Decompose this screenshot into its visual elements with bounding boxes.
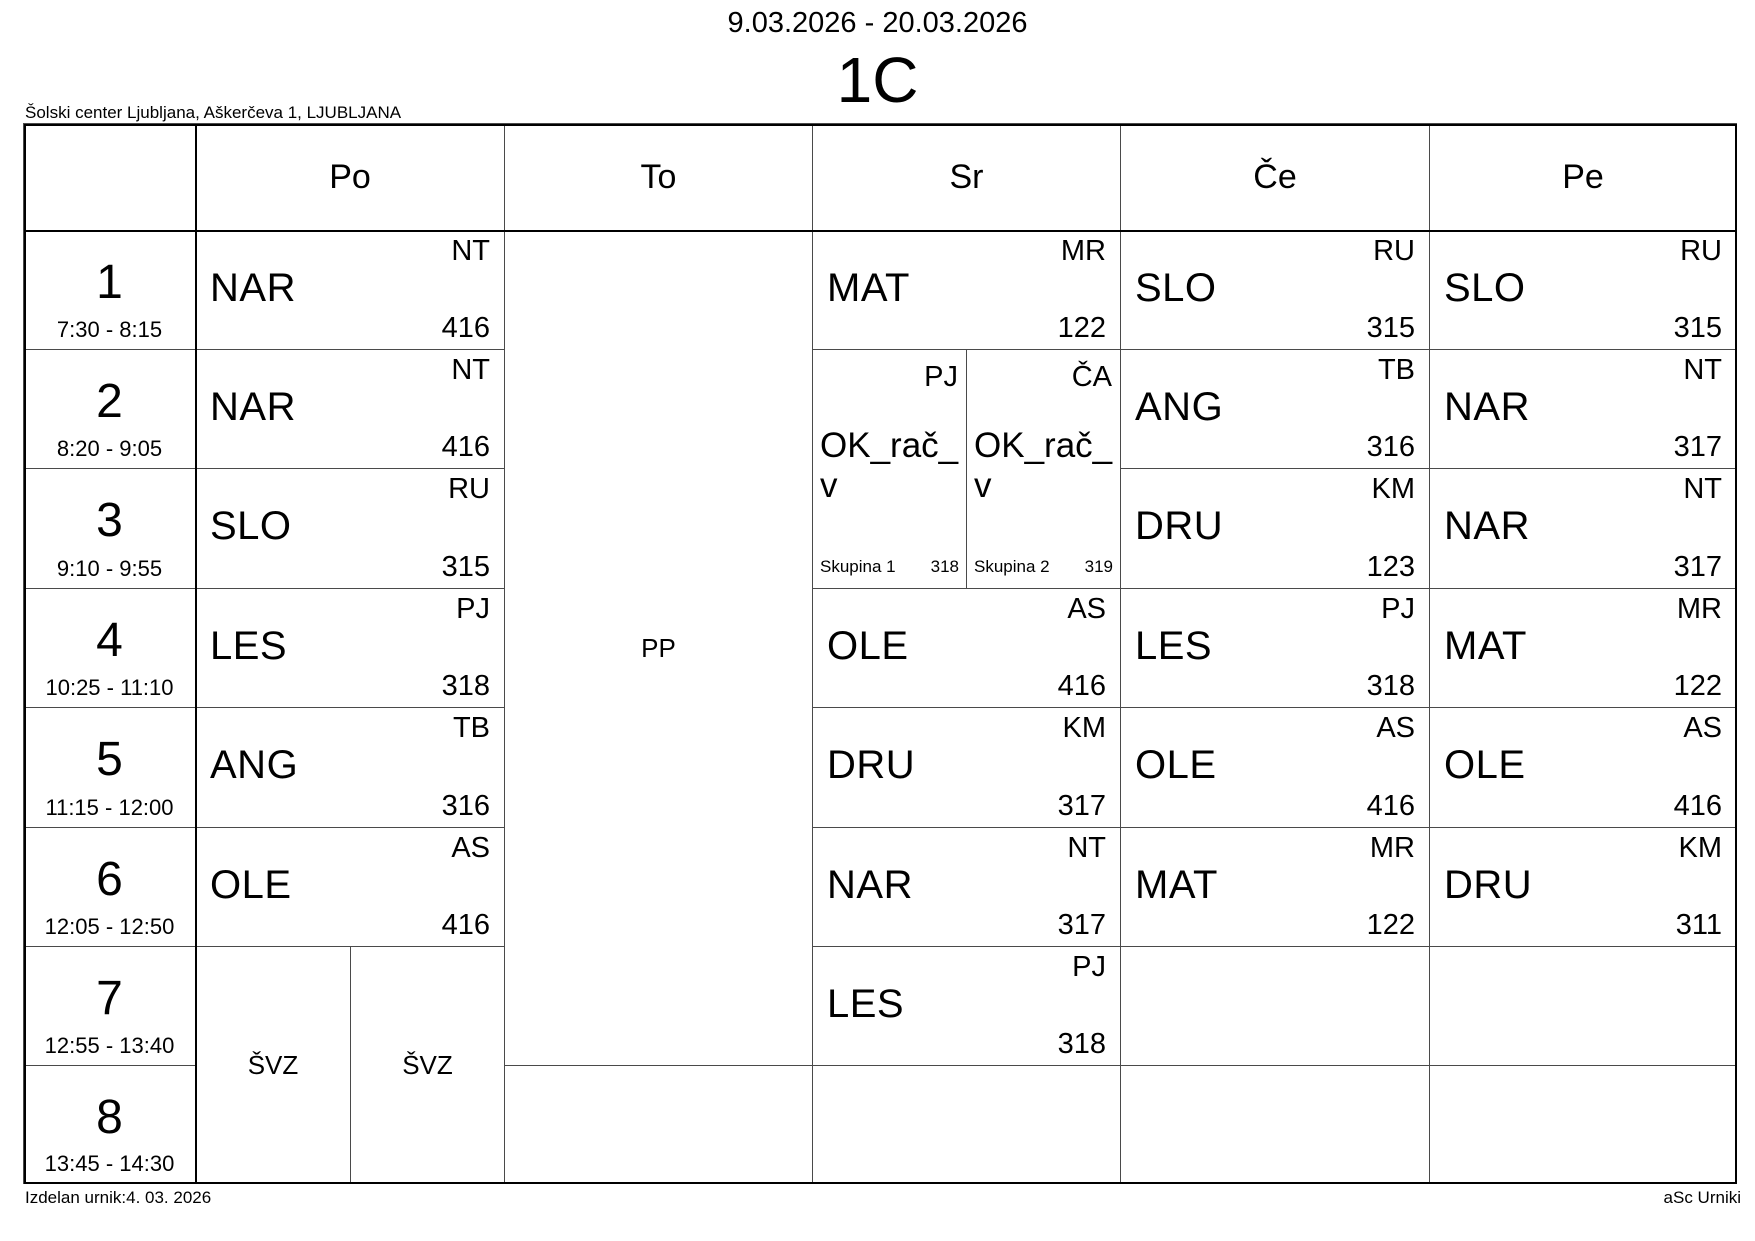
teacher-label: PJ xyxy=(1072,951,1106,983)
period-time: 7:30 - 8:15 xyxy=(56,317,163,342)
room-label: 317 xyxy=(1057,909,1106,941)
room-label: 315 xyxy=(1673,312,1722,344)
room-label: 315 xyxy=(441,551,490,583)
subject-label: NAR xyxy=(1444,385,1530,429)
group-lesson-cell xyxy=(812,349,967,589)
room-label: 416 xyxy=(1673,790,1722,822)
class-title: 1C xyxy=(836,44,919,116)
brand-label: aSc Urniki xyxy=(1663,1188,1741,1207)
subject-label: NAR xyxy=(1444,504,1530,548)
teacher-label: NT xyxy=(1683,473,1722,505)
subject-label: DRU xyxy=(827,743,916,787)
subject-label: OLE xyxy=(210,863,292,907)
period-number: 8 xyxy=(96,1091,123,1144)
subject-label: NAR xyxy=(210,385,296,429)
period-cell xyxy=(23,707,196,828)
day-header-to: To xyxy=(504,123,813,231)
teacher-label: KM xyxy=(1678,832,1722,864)
room-label: 311 xyxy=(1675,909,1722,941)
lesson-cell xyxy=(1429,349,1737,469)
room-label: 316 xyxy=(1366,431,1415,463)
subject-label: SLO xyxy=(1135,266,1217,310)
period-cell xyxy=(23,468,196,589)
room-label: 122 xyxy=(1366,909,1415,941)
teacher-label: AS xyxy=(451,832,490,864)
subject-label: ANG xyxy=(1135,385,1224,429)
teacher-label: NT xyxy=(451,235,490,267)
subject-label: OLE xyxy=(1135,743,1217,787)
lesson-cell xyxy=(1120,707,1430,828)
teacher-label: KM xyxy=(1371,473,1415,505)
room-label: 317 xyxy=(1673,431,1722,463)
lesson-cell xyxy=(195,468,505,589)
teacher-label: AS xyxy=(1376,712,1415,744)
room-label: 123 xyxy=(1366,551,1415,583)
corner-cell xyxy=(23,123,196,231)
subject-label: LES xyxy=(827,982,905,1026)
empty-cell xyxy=(1120,946,1430,1066)
period-time: 12:05 - 12:50 xyxy=(44,914,175,939)
teacher-label: RU xyxy=(1680,235,1722,267)
subject-label: OLE xyxy=(1444,743,1526,787)
period-time: 11:15 - 12:00 xyxy=(45,795,174,820)
period-cell xyxy=(23,230,196,350)
teacher-label: AS xyxy=(1067,593,1106,625)
period-time: 9:10 - 9:55 xyxy=(56,556,163,581)
room-label: 316 xyxy=(441,790,490,822)
day-header-sr: Sr xyxy=(812,123,1121,231)
period-number: 1 xyxy=(96,256,123,309)
subject-label: LES xyxy=(210,624,288,668)
subject-label: OK_rač_v xyxy=(974,426,1113,505)
teacher-label: AS xyxy=(1683,712,1722,744)
svz-cell: ŠVZ xyxy=(350,946,505,1184)
group-label: Skupina 2 xyxy=(974,557,1050,576)
lesson-cell xyxy=(1429,827,1737,947)
room-label: 318 xyxy=(441,670,490,702)
period-cell xyxy=(23,349,196,469)
lesson-cell xyxy=(812,230,1121,350)
teacher-label: MR xyxy=(1060,235,1106,267)
room-label: 317 xyxy=(1673,551,1722,583)
day-header-pe: Pe xyxy=(1429,123,1737,231)
period-cell xyxy=(23,1065,196,1184)
period-time: 12:55 - 13:40 xyxy=(44,1033,175,1058)
period-number: 7 xyxy=(96,972,123,1025)
room-label: 416 xyxy=(441,909,490,941)
room-label: 122 xyxy=(1673,670,1722,702)
subject-label: MAT xyxy=(1135,863,1218,907)
lesson-cell xyxy=(1120,468,1430,589)
lesson-cell xyxy=(1429,468,1737,589)
teacher-label: TB xyxy=(1377,354,1415,386)
teacher-label: KM xyxy=(1062,712,1106,744)
subject-label: NAR xyxy=(210,266,296,310)
pp-block: PP xyxy=(504,230,813,1066)
room-label: 416 xyxy=(1366,790,1415,822)
lesson-cell xyxy=(195,349,505,469)
lesson-cell xyxy=(1429,230,1737,350)
teacher-label: RU xyxy=(1373,235,1415,267)
room-label: 315 xyxy=(1366,312,1415,344)
lesson-cell xyxy=(195,588,505,708)
period-column-divider xyxy=(195,124,197,1184)
subject-label: MAT xyxy=(827,266,910,310)
period-cell xyxy=(23,946,196,1066)
period-number: 5 xyxy=(96,733,123,786)
period-cell xyxy=(23,588,196,708)
lesson-cell xyxy=(812,707,1121,828)
svz-cell: ŠVZ xyxy=(195,946,351,1184)
subject-label: OK_rač_v xyxy=(820,426,959,505)
lesson-cell xyxy=(1120,230,1430,350)
subject-label: MAT xyxy=(1444,624,1527,668)
group-label: Skupina 1 xyxy=(820,557,896,576)
empty-cell xyxy=(1429,946,1737,1066)
day-header-ce: Če xyxy=(1120,123,1430,231)
empty-cell xyxy=(812,1065,1121,1184)
date-range: 9.03.2026 - 20.03.2026 xyxy=(727,7,1028,39)
period-cell xyxy=(23,827,196,947)
lesson-cell xyxy=(812,827,1121,947)
lesson-cell xyxy=(195,230,505,350)
empty-cell xyxy=(1120,1065,1430,1184)
teacher-label: PJ xyxy=(1381,593,1415,625)
room-label: 318 xyxy=(1366,670,1415,702)
subject-label: ANG xyxy=(210,743,299,787)
subject-label: SLO xyxy=(1444,266,1526,310)
group-lesson-cell xyxy=(966,349,1121,589)
day-header-po: Po xyxy=(195,123,505,231)
period-number: 2 xyxy=(96,375,123,428)
subject-label: SLO xyxy=(210,504,292,548)
period-number: 3 xyxy=(96,494,123,547)
period-time: 10:25 - 11:10 xyxy=(45,675,174,700)
room-label: 318 xyxy=(1057,1028,1106,1060)
period-number: 4 xyxy=(96,614,123,667)
lesson-cell xyxy=(1429,588,1737,708)
teacher-label: PJ xyxy=(456,593,490,625)
teacher-label: RU xyxy=(448,473,490,505)
teacher-label: NT xyxy=(1683,354,1722,386)
teacher-label: MR xyxy=(1369,832,1415,864)
teacher-label: ČA xyxy=(1071,361,1112,393)
lesson-cell xyxy=(1429,707,1737,828)
lesson-cell xyxy=(195,827,505,947)
lesson-cell xyxy=(1120,827,1430,947)
room-label: 317 xyxy=(1057,790,1106,822)
room-label: 318 xyxy=(930,557,959,576)
teacher-label: MR xyxy=(1676,593,1722,625)
teacher-label: PJ xyxy=(924,361,958,393)
room-label: 416 xyxy=(441,312,490,344)
school-name: Šolski center Ljubljana, Aškerčeva 1, LJUBLJANA xyxy=(25,103,402,122)
header-divider xyxy=(24,230,1737,232)
subject-label: DRU xyxy=(1444,863,1533,907)
empty-cell xyxy=(1429,1065,1737,1184)
teacher-label: NT xyxy=(1067,832,1106,864)
generated-date: Izdelan urnik:4. 03. 2026 xyxy=(25,1188,212,1207)
teacher-label: NT xyxy=(451,354,490,386)
lesson-cell xyxy=(1120,349,1430,469)
room-label: 122 xyxy=(1057,312,1106,344)
lesson-cell xyxy=(812,946,1121,1066)
period-time: 13:45 - 14:30 xyxy=(44,1151,175,1176)
period-time: 8:20 - 9:05 xyxy=(56,436,163,461)
subject-label: DRU xyxy=(1135,504,1224,548)
subject-label: NAR xyxy=(827,863,913,907)
empty-cell xyxy=(504,1065,813,1184)
period-number: 6 xyxy=(96,853,123,906)
room-label: 416 xyxy=(441,431,490,463)
room-label: 319 xyxy=(1084,557,1113,576)
lesson-cell xyxy=(195,707,505,828)
lesson-cell xyxy=(812,588,1121,708)
lesson-cell xyxy=(1120,588,1430,708)
teacher-label: TB xyxy=(452,712,490,744)
room-label: 416 xyxy=(1057,670,1106,702)
subject-label: LES xyxy=(1135,624,1213,668)
subject-label: OLE xyxy=(827,624,909,668)
